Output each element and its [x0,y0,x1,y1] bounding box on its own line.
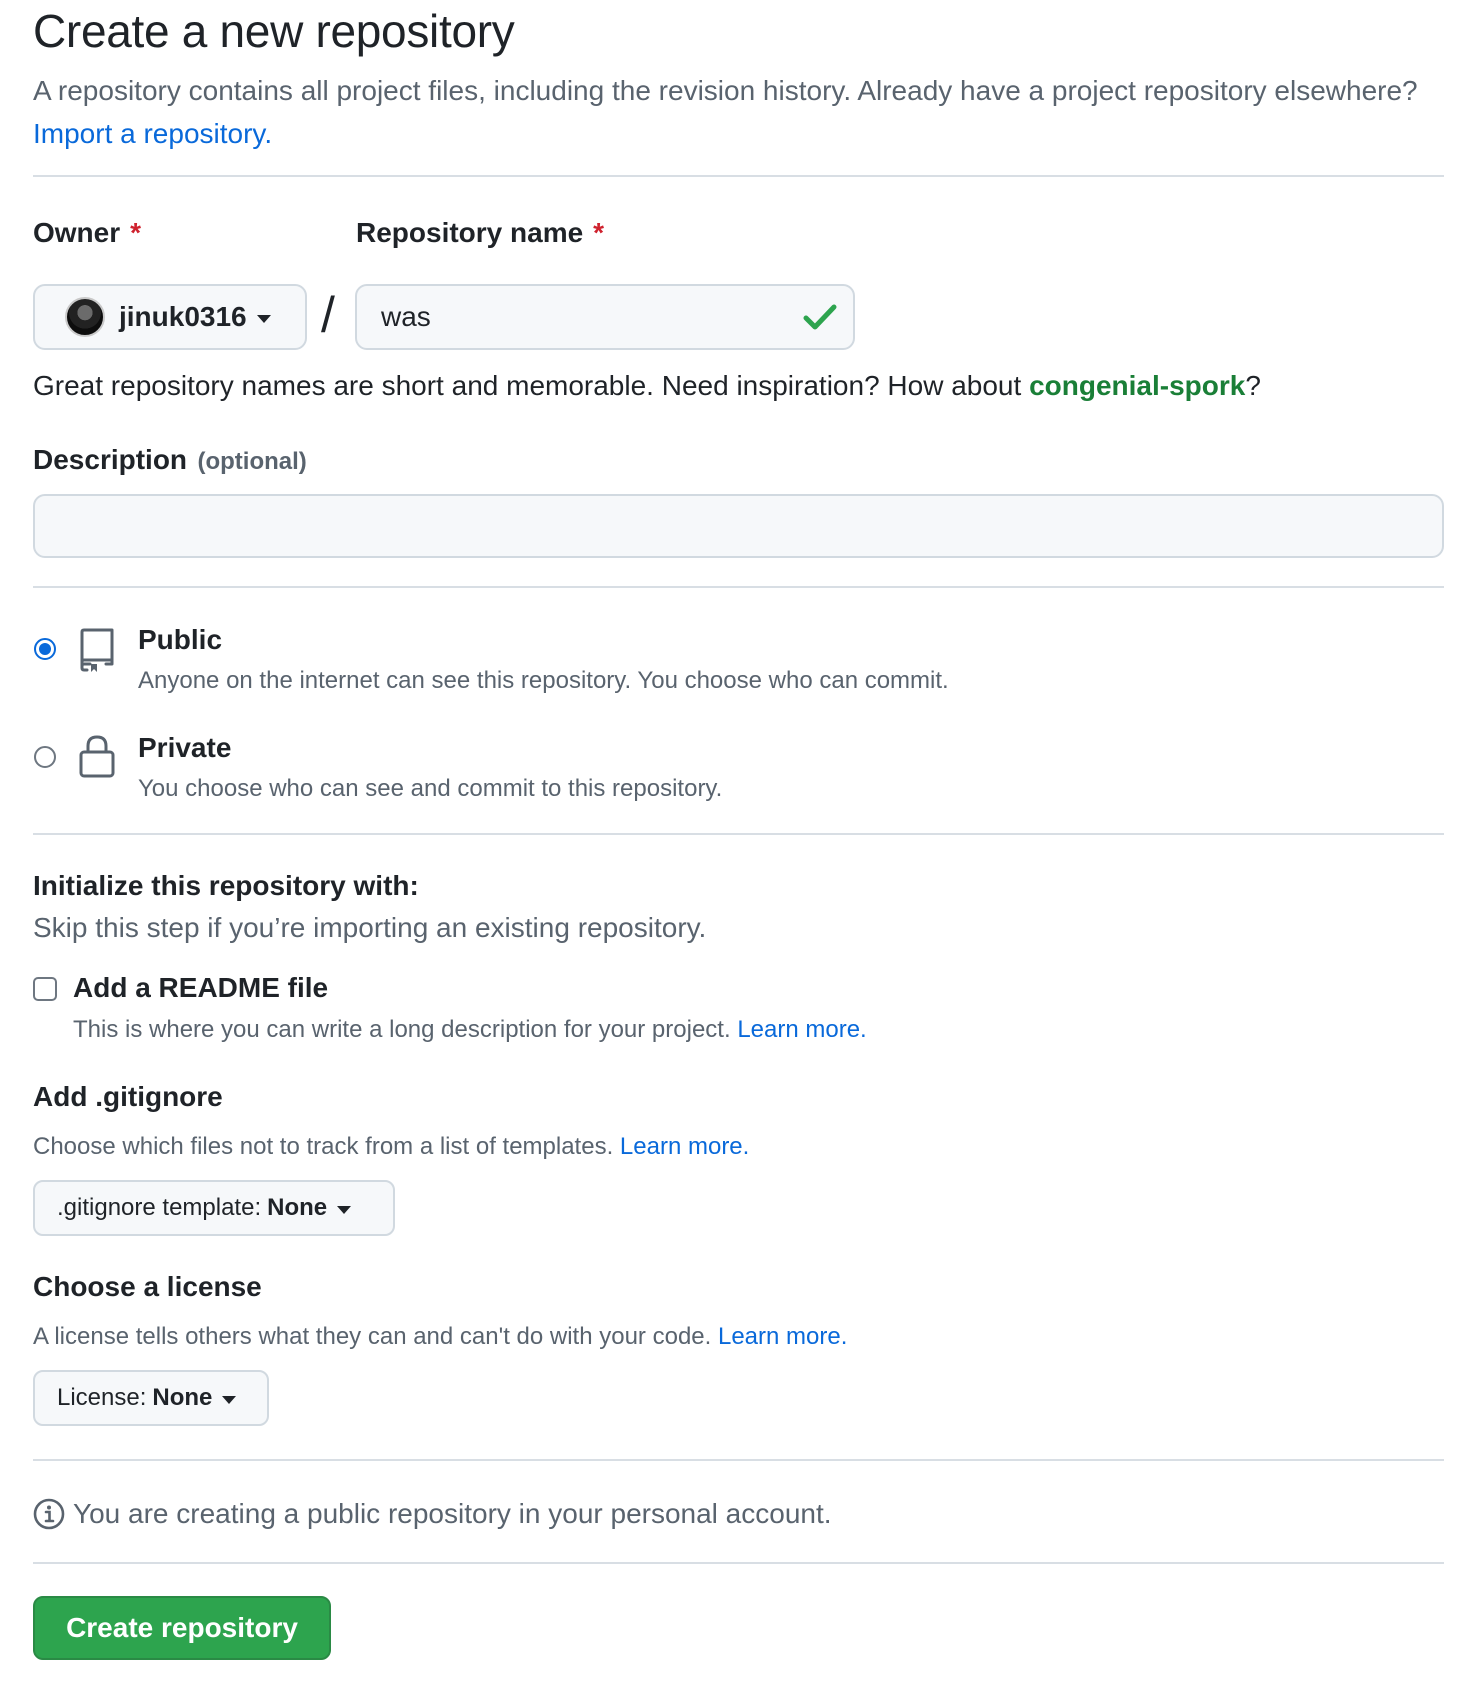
repository-name-value: was [381,301,431,332]
page-intro [33,69,1433,155]
lock-icon [78,734,116,778]
gitignore-subtitle-text: Choose which files not to track from a list of templates. [33,1133,614,1160]
gitignore-title: Add .gitignore [33,1081,223,1112]
repo-icon [78,628,116,672]
initialize-subtitle: Skip this step if you’re importing an existing repository. [33,912,707,943]
public-radio[interactable] [34,638,56,660]
gitignore-dropdown-label: .gitignore template: [57,1194,262,1221]
required-mark: * [130,217,142,248]
gitignore-dropdown-value: None [267,1194,328,1221]
hint-text: Great repository names are short and memorable. Need inspiration? How about [33,370,1022,401]
gitignore-subtitle [33,1133,749,1161]
readme-checkbox[interactable] [33,977,57,1001]
license-learn-more-link[interactable]: Learn more. [717,1323,848,1350]
create-repository-button[interactable]: Create repository [33,1596,331,1660]
divider [33,1459,1444,1461]
caret-down-icon [222,1396,236,1404]
notice-text: You are creating a public repository in your personal account. [73,1498,832,1529]
hint-end: ? [1245,370,1261,401]
public-title: Public [138,624,223,655]
license-subtitle-text: A license tells others what they can and can't do with your code. [33,1323,712,1350]
import-repository-link[interactable]: Import a repository. [33,118,273,149]
license-subtitle [33,1323,847,1351]
gitignore-template-dropdown[interactable] [33,1180,395,1236]
license-title: Choose a license [33,1271,262,1302]
page-title: Create a new repository [33,5,515,57]
owner-label-text: Owner [33,217,121,248]
private-title: Private [138,732,232,763]
license-dropdown-label: License: [57,1384,147,1411]
divider [33,833,1444,835]
optional-tag: (optional) [197,448,307,475]
repo-name-hint [33,370,1261,402]
private-radio[interactable] [34,746,56,768]
license-dropdown-value: None [152,1384,213,1411]
caret-down-icon [257,315,271,323]
owner-repo-separator: / [321,287,335,343]
owner-name: jinuk0316 [119,301,247,332]
description-label-text: Description [33,444,188,475]
intro-text: A repository contains all project files, including the revision history. Already have a project repository elsewhere? [33,75,1418,106]
repository-name-input[interactable] [355,284,855,350]
required-mark: * [593,217,605,248]
private-subtitle: You choose who can see and commit to this repository. [138,775,723,802]
description-label [33,444,307,476]
info-icon [33,1498,65,1530]
readme-description [73,1016,867,1044]
description-input[interactable] [33,494,1444,558]
divider [33,586,1444,588]
owner-label [33,217,141,249]
gitignore-learn-more-link[interactable]: Learn more. [619,1133,750,1160]
readme-description-text: This is where you can write a long description for your project. [73,1016,731,1043]
divider [33,1562,1444,1564]
repo-name-label [356,217,604,249]
avatar [65,297,105,337]
readme-label[interactable]: Add a README file [73,972,329,1003]
repo-name-label-text: Repository name [356,217,584,248]
name-suggestion-link[interactable]: congenial-spork [1029,370,1246,401]
caret-down-icon [337,1206,351,1214]
readme-learn-more-link[interactable]: Learn more. [737,1016,867,1043]
check-icon [803,302,837,332]
divider [33,175,1444,177]
visibility-notice [33,1498,832,1530]
owner-select-button[interactable] [33,284,307,350]
license-dropdown[interactable] [33,1370,269,1426]
public-radio-input[interactable] [34,638,56,660]
private-radio-input[interactable] [34,746,56,768]
initialize-title: Initialize this repository with: [33,870,419,901]
public-subtitle: Anyone on the internet can see this repository. You choose who can commit. [138,667,949,694]
